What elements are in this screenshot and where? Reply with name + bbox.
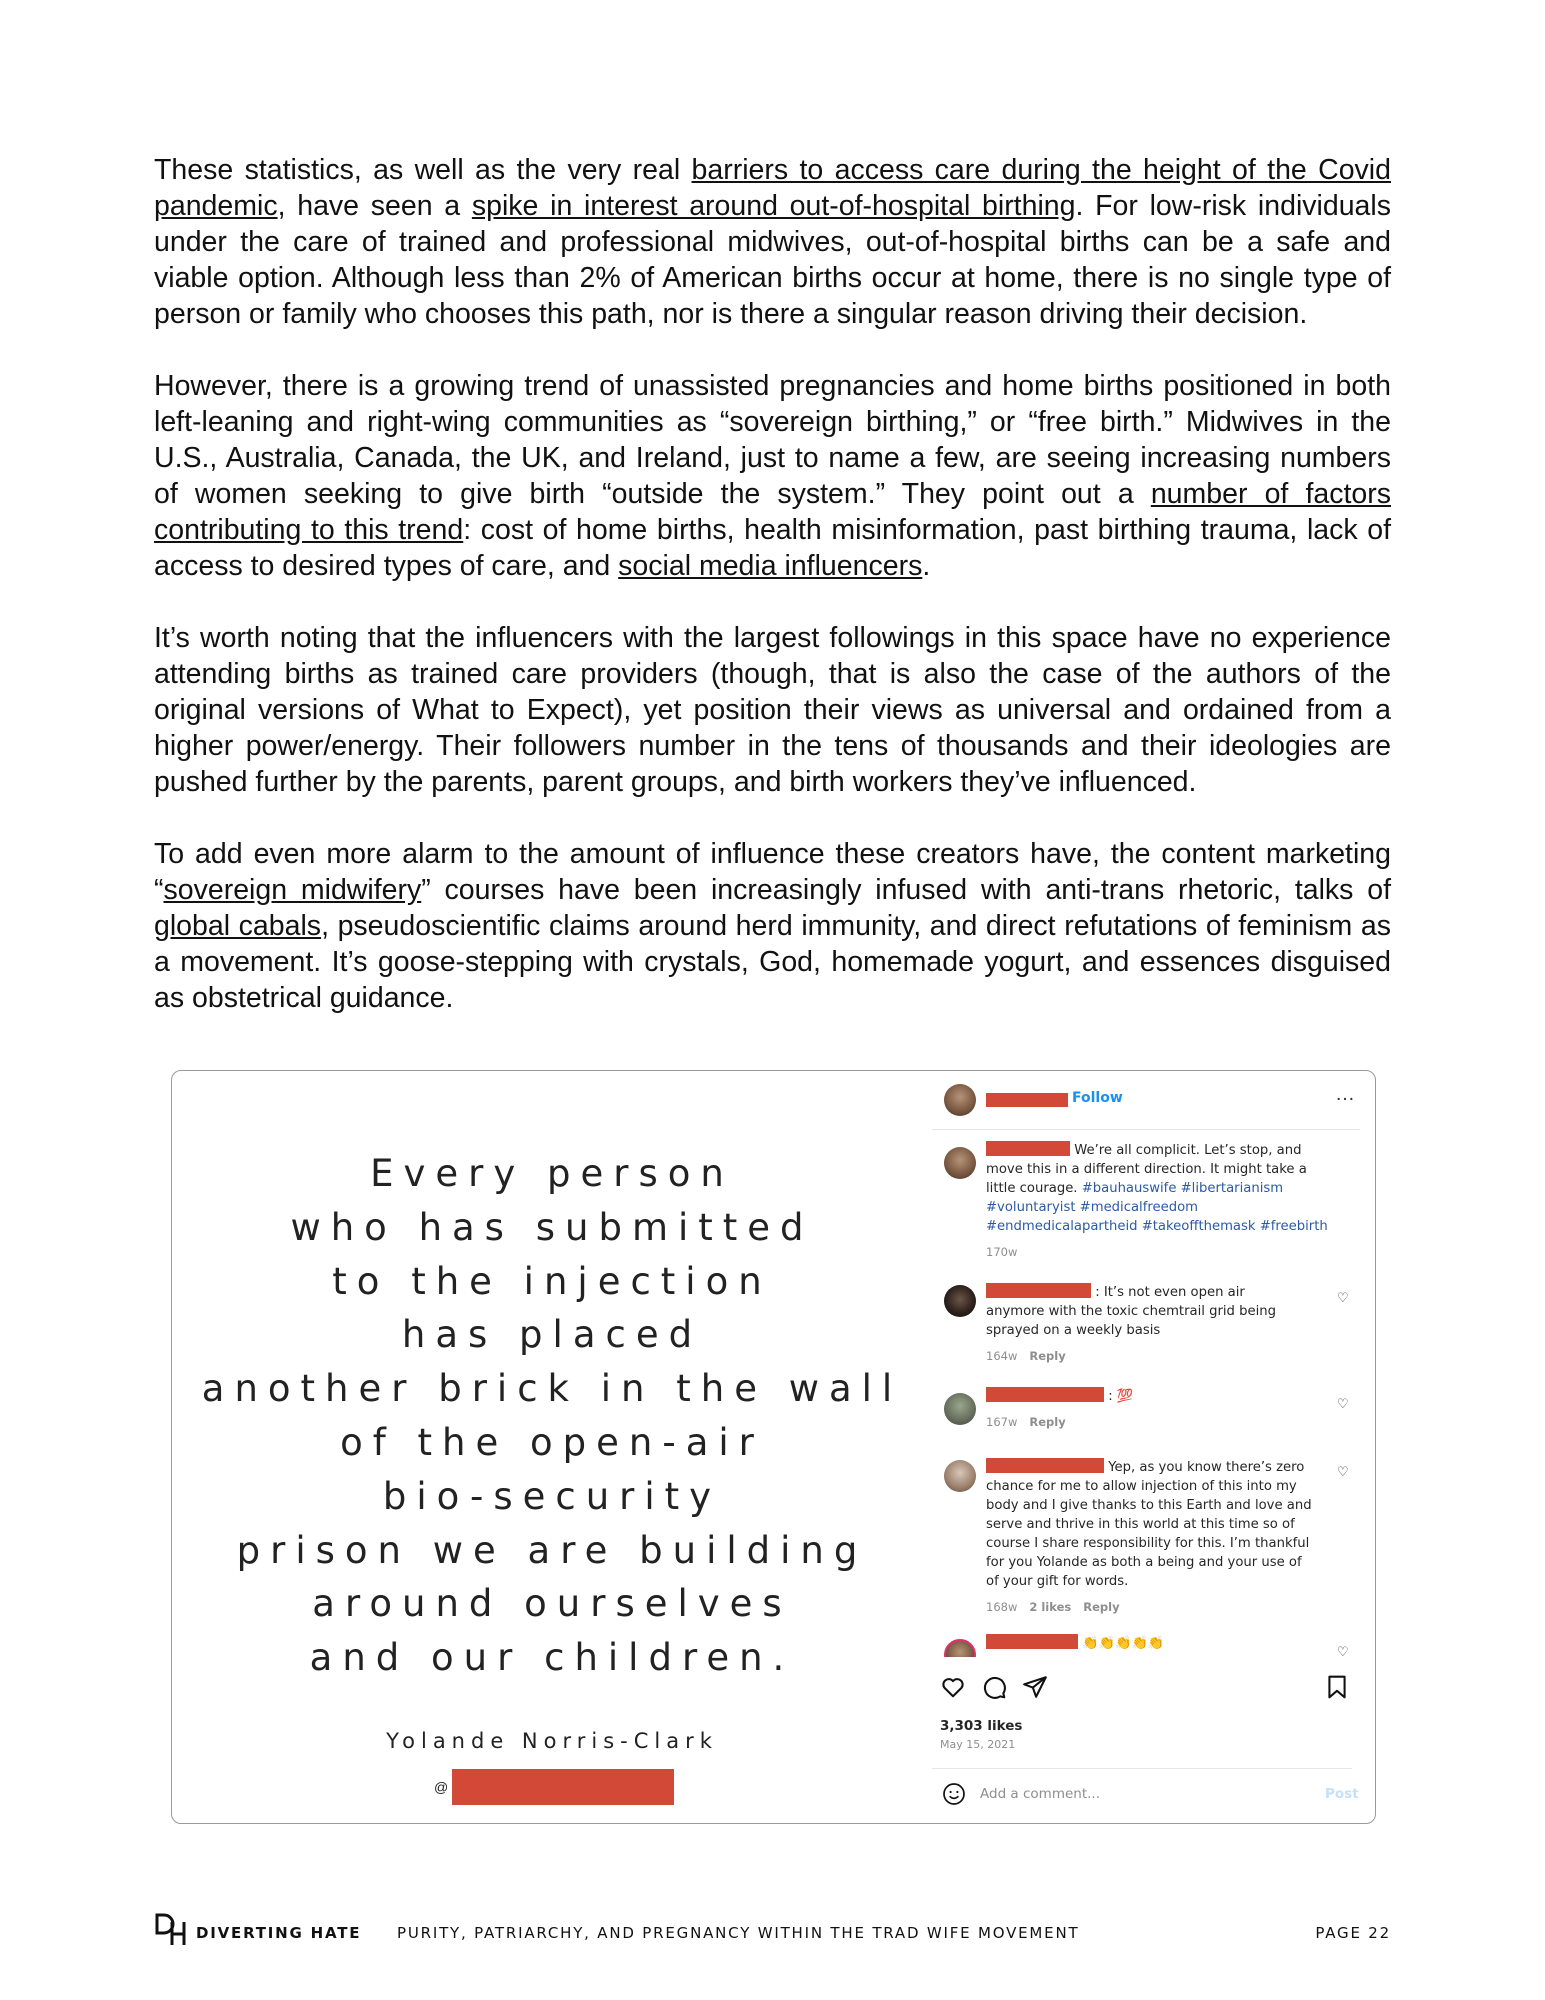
add-comment-input[interactable]: Add a comment...: [980, 1786, 1101, 1802]
like-comment-heart-icon[interactable]: ♡: [1337, 1464, 1349, 1479]
redaction-box: [986, 1141, 1070, 1156]
comment-likes[interactable]: 2 likes: [1029, 1600, 1072, 1614]
text-run: , pseudoscientific claims around herd immunity, and direct refutations of feminism as a movement. It’s goose-stepping with crystals, God, homemade yogurt, and essences disguised as obstetrical guidance.: [154, 910, 1391, 1014]
diverting-hate-logo: [154, 1912, 188, 1952]
instagram-post-screenshot: [171, 1070, 1376, 1824]
paragraph-4: [154, 836, 1391, 1016]
page-number: PAGE 22: [1315, 1924, 1391, 1942]
like-comment-heart-icon[interactable]: ♡: [1337, 1290, 1349, 1305]
footer-brand: DIVERTING HATE: [196, 1924, 362, 1942]
redaction-box: [986, 1634, 1078, 1649]
comment-text: : It’s not even open air anymore with the toxic chemtrail grid being sprayed on a weekly basis: [986, 1285, 1277, 1338]
avatar[interactable]: [944, 1393, 976, 1425]
page-footer: [154, 1912, 1391, 1952]
text-run: ” courses have been increasingly infused with anti-trans rhetoric, talks of: [421, 874, 1391, 906]
avatar[interactable]: [944, 1084, 976, 1116]
avatar[interactable]: [944, 1460, 976, 1492]
paragraph-3: [154, 620, 1391, 800]
bookmark-icon[interactable]: [1324, 1674, 1350, 1705]
comment-meta: [986, 1347, 1306, 1366]
quote-line: of the open-air: [340, 1420, 764, 1464]
text-run: . For low-risk individuals under the care of trained and professional midwives, out-of-hospital births can be a safe and viable option. Although less than 2% of American births occur at home, there is no single type of person or family who chooses this path, nor is there a singular reason driving their decision.: [154, 190, 1391, 330]
quote-image-text: [172, 1147, 932, 1685]
reply-button[interactable]: Reply: [1029, 1349, 1066, 1363]
quote-line: bio-security: [382, 1474, 722, 1518]
text-run: : cost of home births, health misinformation, past birthing trauma, lack of access to desired types of care, and: [154, 514, 1391, 582]
redaction-box: [452, 1769, 674, 1805]
link-sovereign-midwifery[interactable]: sovereign midwifery: [163, 874, 422, 906]
link-global-cabals[interactable]: global cabals: [154, 910, 322, 942]
quote-line: to the injection: [332, 1259, 772, 1303]
quote-line: Every person: [370, 1152, 734, 1195]
post-caption: [986, 1141, 1331, 1262]
add-comment-row: [932, 1768, 1359, 1821]
comments-panel: [932, 1071, 1360, 1821]
comment-text: Yep, as you know there’s zero chance for me to allow injection of this into my body and I give thanks to this Earth and love and serve and thrive in this world at this time so of course I share responsibility for this. I’m thankful for you Yolande as both a being and your use of of your gift for words.: [986, 1460, 1312, 1589]
quote-line: and our children.: [309, 1636, 795, 1680]
post-comment-button[interactable]: Post: [1325, 1786, 1359, 1802]
comment-3: [986, 1458, 1316, 1617]
article-body: [154, 152, 1391, 1052]
text-run: It’s worth noting that the influencers with the largest followings in this space have no experience attending births as trained care providers (though, that is also the case of the authors of the original versions of What to Expect), yet position their views as universal and ordained from a higher power/energy. Their followers number in the tens of thousands and their ideologies are pushed further by the parents, parent groups, and birth workers they’ve influenced.: [154, 622, 1391, 798]
avatar[interactable]: [944, 1147, 976, 1179]
quote-line: prison we are building: [236, 1528, 868, 1572]
quote-line: has placed: [401, 1313, 703, 1357]
timestamp: 168w: [986, 1600, 1018, 1614]
caption-meta: [986, 1243, 1331, 1262]
comment-text: : 💯: [1108, 1389, 1134, 1404]
avatar[interactable]: [944, 1285, 976, 1317]
reply-button[interactable]: Reply: [1029, 1415, 1066, 1429]
redaction-box: [986, 1458, 1104, 1473]
likes-count[interactable]: 3,303 likes: [940, 1718, 1023, 1734]
redaction-box: [986, 1283, 1091, 1298]
paragraph-1: [154, 152, 1391, 332]
link-out-of-hospital-birthing[interactable]: spike in interest around out-of-hospital birthing: [471, 190, 1076, 222]
share-send-icon[interactable]: [1022, 1674, 1048, 1705]
link-factors-trend[interactable]: number of factors contributing to this trend: [154, 478, 1391, 546]
quote-author: Yolande Norris-Clark: [386, 1729, 718, 1753]
like-comment-heart-icon[interactable]: ♡: [1337, 1396, 1349, 1411]
more-options-icon[interactable]: …: [1335, 1083, 1355, 1105]
link-social-media-influencers[interactable]: social media influencers: [618, 550, 923, 582]
quote-line: another brick in the wall: [201, 1367, 903, 1411]
post-date: May 15, 2021: [940, 1738, 1016, 1751]
text-run: However, there is a growing trend of unassisted pregnancies and home births positioned in both left-leaning and right-wing communities as “sovereign birthing,” or “free birth.” Midwives in the U.S., Australia, Canada, the UK, and Ireland, just to name a few, are seeing increasing numbers of women seeking to give birth “outside the system.” They point out a: [154, 370, 1391, 510]
text-run: , have seen a: [277, 190, 472, 222]
like-comment-heart-icon[interactable]: ♡: [1337, 1644, 1349, 1659]
reply-button[interactable]: Reply: [1083, 1600, 1120, 1614]
avatar[interactable]: [944, 1639, 976, 1657]
link-covid-barriers[interactable]: barriers to access care during the height of the Covid pandemic: [154, 154, 1391, 222]
comment-meta: [986, 1598, 1316, 1617]
quote-line: around ourselves: [312, 1582, 792, 1626]
quote-line: who has submitted: [290, 1205, 814, 1249]
redaction-box: [986, 1387, 1104, 1402]
caption-hashtags[interactable]: #bauhauswife #libertarianism #voluntaryist #medicalfreedom #endmedicalapartheid #takeoffthemask #freebirth: [986, 1181, 1328, 1234]
caption-text: We’re all complicit. Let’s stop, and move this in a different direction. It might take a little courage.: [986, 1143, 1307, 1196]
comment-bubble-icon[interactable]: [981, 1674, 1007, 1705]
follow-button[interactable]: Follow: [1072, 1090, 1123, 1106]
comment-meta: [986, 1413, 1306, 1432]
redaction-box: [986, 1093, 1068, 1107]
timestamp: 167w: [986, 1415, 1018, 1429]
timestamp: 170w: [986, 1245, 1018, 1259]
post-header: [932, 1071, 1360, 1130]
text-run: To add even more alarm to the amount of influence these creators have, the content marketing “: [154, 838, 1391, 906]
comment-text: 👏👏👏👏👏: [1082, 1636, 1165, 1651]
emoji-smiley-icon[interactable]: [942, 1782, 966, 1811]
timestamp: 164w: [986, 1349, 1018, 1363]
comment-2: [986, 1387, 1306, 1432]
comment-4-clipped: [932, 1631, 1360, 1657]
author-handle: [434, 1769, 674, 1805]
comment-1: [986, 1283, 1306, 1366]
post-actions: [940, 1674, 1350, 1704]
text-run: These statistics, as well as the very real: [154, 154, 692, 186]
paragraph-2: [154, 368, 1391, 584]
at-sign: @: [434, 1779, 449, 1795]
comment-4: [986, 1634, 1316, 1653]
footer-document-title: PURITY, PATRIARCHY, AND PREGNANCY WITHIN THE TRAD WIFE MOVEMENT: [397, 1924, 1080, 1942]
like-heart-icon[interactable]: [940, 1674, 966, 1705]
text-run: .: [922, 550, 931, 582]
